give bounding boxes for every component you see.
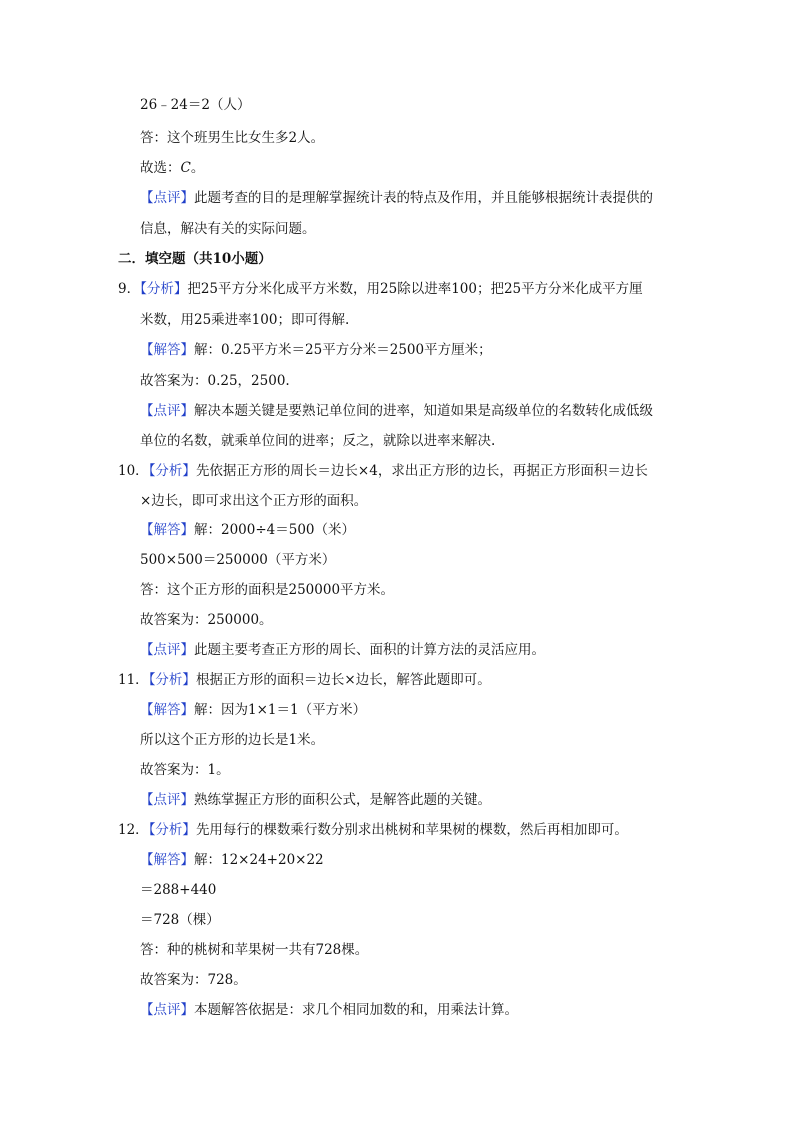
q10-analysis-cont: ×边长，即可求出这个正方形的面积。 bbox=[140, 493, 368, 509]
q10-answer-text: 解：2000÷4＝500（米） bbox=[194, 522, 356, 538]
q10-answer-line3: 答：这个正方形的面积是250000平方米。 bbox=[140, 582, 395, 598]
answer-tag: 【解答】 bbox=[140, 342, 194, 358]
choice-suffix: 。 bbox=[190, 160, 205, 176]
section-title: 二．填空题（共10小题） bbox=[118, 251, 272, 267]
q9-number: 9． bbox=[118, 281, 141, 297]
q11-answer bbox=[140, 700, 366, 720]
q9-comment bbox=[140, 401, 653, 421]
q10-comment bbox=[140, 640, 545, 660]
q12-comment-text: 本题解答依据是：求几个相同加数的和，用乘法计算。 bbox=[194, 1002, 518, 1018]
q11-answer-text: 解：因为1×1＝1（平方米） bbox=[194, 702, 367, 718]
q9-answer-text: 解：0.25平方米＝25平方分米＝2500平方厘米； bbox=[194, 342, 492, 358]
q12-answer-line2: ＝288+440 bbox=[140, 882, 217, 898]
q12-answer-line4: 答：种的桃树和苹果树一共有728棵。 bbox=[140, 942, 369, 958]
q10-analysis-text: 先依据正方形的周长＝边长×4，求出正方形的边长，再据正方形面积＝边长 bbox=[195, 463, 648, 479]
q12-answer bbox=[140, 850, 324, 870]
answer-tag: 【解答】 bbox=[140, 702, 194, 718]
q10-fill: 故答案为：250000。 bbox=[140, 612, 273, 628]
q9-fill: 故答案为：0.25，2500. bbox=[140, 373, 290, 389]
q11-answer-line2: 所以这个正方形的边长是1米。 bbox=[140, 732, 325, 748]
prev-calc-line: 26﹣24＝2（人） bbox=[140, 97, 251, 113]
comment-tag: 【点评】 bbox=[140, 190, 194, 206]
analysis-tag: 【分析】 bbox=[148, 822, 196, 838]
q10-number: 10． bbox=[118, 463, 149, 479]
choice-value: C bbox=[180, 160, 191, 176]
q9-analysis bbox=[118, 279, 643, 299]
q12-comment bbox=[140, 1000, 518, 1020]
prev-comment-cont: 信息，解决有关的实际问题。 bbox=[140, 221, 316, 237]
q11-comment-text: 熟练掌握正方形的面积公式，是解答此题的关键。 bbox=[194, 792, 491, 808]
q12-analysis-text: 先用每行的棵数乘行数分别求出桃树和苹果树的棵数，然后再相加即可。 bbox=[195, 822, 628, 838]
answer-tag: 【解答】 bbox=[140, 522, 194, 538]
comment-tag: 【点评】 bbox=[140, 642, 194, 658]
q12-analysis bbox=[118, 820, 628, 840]
analysis-tag: 【分析】 bbox=[148, 463, 196, 479]
q9-answer bbox=[140, 340, 492, 360]
comment-tag: 【点评】 bbox=[140, 1002, 194, 1018]
comment-tag: 【点评】 bbox=[140, 792, 194, 808]
q11-fill: 故答案为：1。 bbox=[140, 762, 230, 778]
q11-comment bbox=[140, 790, 491, 810]
q12-number: 12． bbox=[118, 822, 149, 838]
comment-tag: 【点评】 bbox=[140, 403, 194, 419]
q12-answer-text: 解：12×24+20×22 bbox=[194, 852, 324, 868]
q11-analysis bbox=[118, 670, 491, 690]
q11-number: 11． bbox=[118, 672, 149, 688]
prev-answer-line: 答：这个班男生比女生多2人。 bbox=[140, 130, 325, 146]
q10-answer bbox=[140, 520, 355, 540]
prev-comment-text: 此题考查的目的是理解掌握统计表的特点及作用，并且能够根据统计表提供的 bbox=[194, 190, 653, 206]
answer-tag: 【解答】 bbox=[140, 852, 194, 868]
q12-fill: 故答案为：728。 bbox=[140, 972, 247, 988]
q10-comment-text: 此题主要考查正方形的周长、面积的计算方法的灵活应用。 bbox=[194, 642, 545, 658]
q9-comment-cont: 单位的名数，就乘单位间的进率；反之，就除以进率来解决. bbox=[140, 433, 496, 449]
q9-analysis-text: 把25平方分米化成平方米数，用25除以进率100；把25平方分米化成平方厘 bbox=[187, 281, 643, 297]
q9-comment-text: 解决本题关键是要熟记单位间的进率，知道如果是高级单位的名数转化成低级 bbox=[194, 403, 653, 419]
q11-analysis-text: 根据正方形的面积＝边长×边长，解答此题即可。 bbox=[195, 672, 491, 688]
q10-answer-line2: 500×500＝250000（平方米） bbox=[140, 552, 336, 568]
prev-choice-line bbox=[140, 158, 204, 178]
q9-analysis-cont: 米数，用25乘进率100；即可得解. bbox=[140, 312, 350, 328]
analysis-tag: 【分析】 bbox=[140, 281, 188, 297]
q12-answer-line3: ＝728（棵） bbox=[140, 912, 220, 928]
prev-comment bbox=[140, 188, 653, 208]
choice-prefix: 故选： bbox=[140, 160, 181, 176]
analysis-tag: 【分析】 bbox=[148, 672, 196, 688]
q10-analysis bbox=[118, 461, 648, 481]
